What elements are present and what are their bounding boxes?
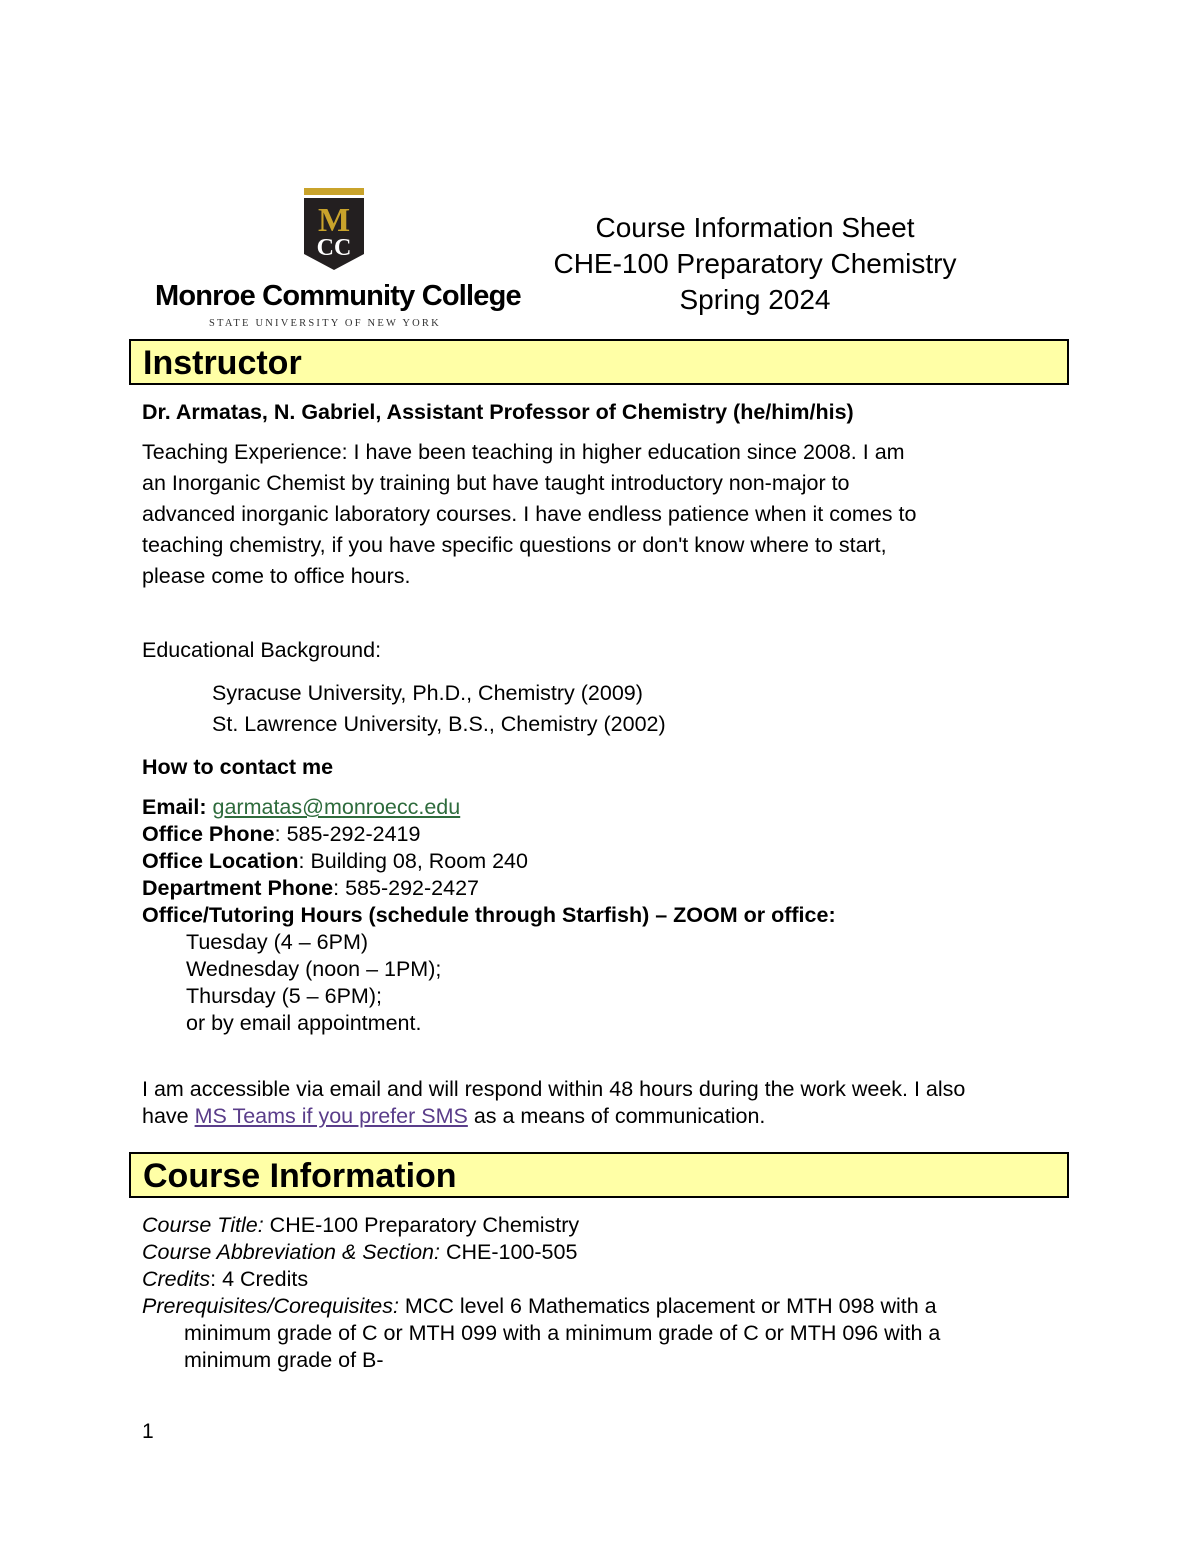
experience-line: teaching chemistry, if you have specific questions or don't know where to start,: [142, 533, 887, 557]
section-title-course-info: Course Information: [143, 1157, 457, 1195]
mcc-logo-shield: [304, 188, 364, 272]
contact-details: [142, 794, 836, 1037]
accessibility-pre: have: [142, 1104, 195, 1128]
instructor-section-header: [129, 339, 1069, 385]
instructor-name: Dr. Armatas, N. Gabriel, Assistant Professor of Chemistry (he/him/his): [142, 400, 854, 424]
prereq-line-2: minimum grade of C or MTH 099 with a minimum grade of C or MTH 096 with a: [184, 1321, 941, 1345]
education-label: Educational Background:: [142, 638, 382, 662]
office-phone-row: Office Phone: 585-292-2419: [142, 822, 421, 846]
email-row: Email: garmatas@monroecc.edu: [142, 795, 461, 819]
office-location-value: Building 08, Room 240: [310, 849, 528, 873]
course-abbrev-row: [142, 1239, 940, 1266]
credits-value: 4 Credits: [222, 1267, 309, 1291]
course-info-section-header: [129, 1152, 1069, 1198]
credits-label: Credits: [142, 1267, 211, 1291]
education-item: St. Lawrence University, B.S., Chemistry (2002): [212, 712, 666, 736]
logo-monogram-bottom: CC: [316, 235, 352, 261]
title-line-1: Course Information Sheet: [595, 212, 915, 243]
course-title-value: CHE-100 Preparatory Chemistry: [269, 1213, 580, 1237]
prereq-line-1: MCC level 6 Mathematics placement or MTH 098 with a: [404, 1294, 937, 1318]
teaching-experience: [142, 437, 916, 592]
office-hours-label: Office/Tutoring Hours (schedule through Starfish) – ZOOM or office: [142, 903, 829, 927]
dept-phone-label: Department Phone: [142, 876, 334, 900]
office-hours-item: Tuesday (4 – 6PM): [186, 930, 369, 954]
dept-phone-value: 585-292-2427: [345, 876, 479, 900]
title-line-2: CHE-100 Preparatory Chemistry: [553, 248, 957, 279]
course-title-label: Course Title:: [142, 1213, 264, 1237]
dept-phone-row: Department Phone: 585-292-2427: [142, 876, 479, 900]
prereq-row: [142, 1293, 940, 1320]
office-location-label: Office Location: [142, 849, 299, 873]
course-title-row: [142, 1212, 940, 1239]
education-list: [212, 678, 666, 740]
office-hours-item: or by email appointment.: [186, 1011, 422, 1035]
experience-line: an Inorganic Chemist by training but have taught introductory non-major to: [142, 471, 850, 495]
experience-line: advanced inorganic laboratory courses. I have endless patience when it comes to: [142, 502, 917, 526]
office-phone-value: 585-292-2419: [286, 822, 421, 846]
office-hours-row: Office/Tutoring Hours (schedule through Starfish) – ZOOM or office:: [142, 903, 836, 927]
course-abbrev-label: Course Abbreviation & Section:: [142, 1240, 440, 1264]
email-label: Email: [142, 795, 200, 819]
title-line-3: Spring 2024: [679, 284, 831, 315]
contact-heading: How to contact me: [142, 755, 334, 779]
document-title: [540, 210, 970, 318]
office-phone-label: Office Phone: [142, 822, 275, 846]
logo-college-name: Monroe Community College: [155, 280, 521, 312]
logo-subtitle: STATE UNIVERSITY OF NEW YORK: [209, 318, 441, 329]
course-abbrev-value: CHE-100-505: [445, 1240, 578, 1264]
section-title-instructor: Instructor: [143, 344, 302, 382]
accessibility-line-2: [142, 1103, 965, 1130]
office-hours-item: Thursday (5 – 6PM);: [186, 984, 382, 1008]
page-number: 1: [142, 1420, 154, 1443]
course-details: [142, 1212, 940, 1374]
prereq-line-3: minimum grade of B-: [184, 1348, 384, 1372]
accessibility-line-1: I am accessible via email and will respond within 48 hours during the work week. I also: [142, 1077, 966, 1101]
logo-monogram-top: M: [317, 202, 351, 239]
experience-line: please come to office hours.: [142, 564, 411, 588]
prereq-label: Prerequisites/Corequisites:: [142, 1294, 399, 1318]
office-hours-item: Wednesday (noon – 1PM);: [186, 957, 442, 981]
office-location-row: Office Location: Building 08, Room 240: [142, 849, 528, 873]
experience-line: Teaching Experience: I have been teaching in higher education since 2008. I am: [142, 440, 905, 464]
credits-row: Credits: 4 Credits: [142, 1267, 309, 1291]
ms-teams-link[interactable]: MS Teams if you prefer SMS: [194, 1104, 468, 1128]
education-item: Syracuse University, Ph.D., Chemistry (2009): [212, 681, 643, 705]
accessibility-note: [142, 1076, 965, 1130]
email-link[interactable]: garmatas@monroecc.edu: [212, 795, 461, 819]
accessibility-post: as a means of communication.: [467, 1104, 766, 1128]
